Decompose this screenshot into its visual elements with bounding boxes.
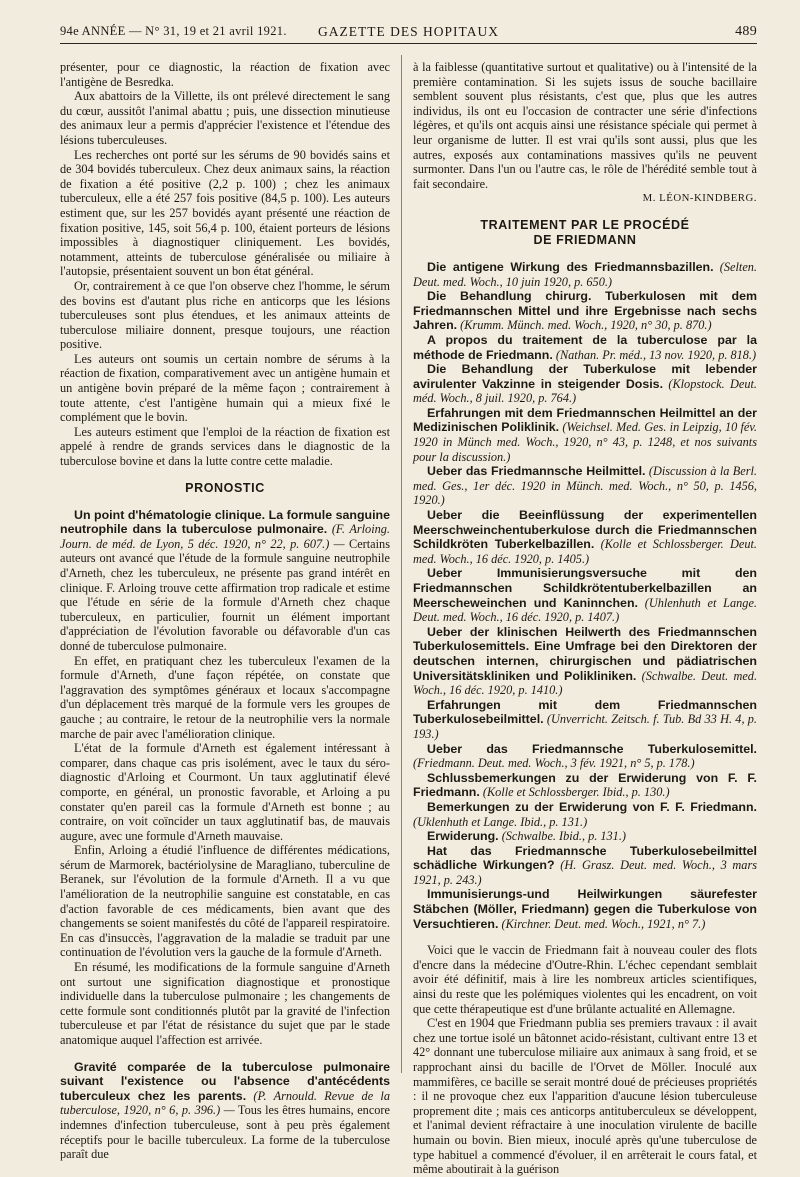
reference-citation: (Discussion à la Berl. med. Ges., 1er déc. 1920 in Münch. med. Woch., n° 50, p. 1456, 1920.) xyxy=(413,464,757,508)
paragraph: Les auteurs estiment que l'emploi de la réaction de fixation est appelé à rendre de grands services dans le diagnostic de la tuberculose bovine et dans la lutte contre cette maladie. xyxy=(60,424,390,469)
reference-title: A propos du traitement de la tuberculose par la méthode de Friedmann. xyxy=(413,332,757,362)
paragraph: En résumé, les modifications de la formule sanguine d'Arneth ont surtout une signification diagnostique et pronostique individuelle dans la tuberculose pulmonaire ; les changements de cette formule sont conditionnés plutôt par la gravité de l'infection tuberculeuse et par l'état de résistance du sujet que par le stade anatomique auquel l'affection est arrivée. xyxy=(60,960,390,1047)
reference-citation: (Kirchner. Deut. med. Woch., 1921, n° 7.) xyxy=(501,916,706,931)
reference-title: Die Behandlung chirurg. Tuberkulosen mit dem Friedmannschen Mittel und ihre Ergebnisse nach sechs Jahren. xyxy=(413,289,757,333)
reference-citation: (Nathan. Pr. méd., 13 nov. 1920, p. 818.) xyxy=(555,347,757,362)
reference-title: Erfahrungen mit dem Friedmannschen Tuberkulosebeilmittel. xyxy=(413,697,757,727)
spacer xyxy=(413,931,757,943)
article-arloing xyxy=(60,508,390,654)
article-citation: (F. Arloing. Journ. de méd. de Lyon, 5 déc. 1920, n° 22, p. 607.) — xyxy=(60,522,390,551)
reference-title: Ueber das Friedmannsche Heilmittel. xyxy=(427,464,646,479)
reference-title: Immunisierungs-und Heilwirkungen säurefester Stäbchen (Möller, Friedmann) gegen die Tuberkulose von Versuchtieren. xyxy=(413,887,757,931)
journal-title: GAZETTE DES HOPITAUX xyxy=(318,24,499,39)
reference-citation: (Uhlenhuth et Lange. Deut. med. Woch., 16 déc. 1920, p. 1407.) xyxy=(413,595,757,625)
reference-title: Ueber der klinischen Heilwerth des Friedmannschen Tuberkulosemittels. Eine Umfrage bei den Direktoren der deutschen internen, chirurgischen und pädiatrischen Universitätskliniken und Polikliniken. xyxy=(413,624,757,683)
article-text: Certains auteurs ont avancé que l'étude de la formule sanguine neutrophile d'Arneth, chez les tuberculeux, ne présente pas grand intérêt en clinique. F. Arloing trouve cette affirmation trop radicale et estime que l'étude en série de la formule d'Arneth chez chaque tuberculeux, en particulier, fournit un élément important d'appréciation de l'évolution favorable ou défavorable d'un cas donné de tuberculose pulmonaire. xyxy=(60,536,390,653)
paragraph: L'état de la formule d'Arneth est également intéressant à comparer, dans chaque cas pris isolément, avec le taux du séro-diagnostic d'Arloing et Courmont. Un taux agglutinatif élevé comporte, en général, un pronostic favorable, et Arloing a pu constater qu'en pareil cas la formule d'Arneth est bonne ; au contraire, on voit coïncider un taux agglutinatif bas, de mauvais augure, avec une formule d'Arneth mauvaise. xyxy=(60,741,390,843)
page-header xyxy=(60,20,757,42)
reference-citation: (Klopstock. Deut. méd. Woch., 8 juil. 1920, p. 764.) xyxy=(413,376,757,406)
reference-title: Die antigene Wirkung des Friedmannsbazillen. xyxy=(427,259,714,274)
paragraph: présenter, pour ce diagnostic, la réaction de fixation avec l'antigène de Besredka. xyxy=(60,60,390,89)
section-heading-friedmann xyxy=(413,218,757,248)
right-column xyxy=(413,60,758,1177)
page-number: 489 xyxy=(735,24,757,39)
reference-title: Die Behandlung der Tuberkulose mit lebender avirulenter Vakzinne in steigender Dosis. xyxy=(413,362,757,391)
paragraph: Voici que le vaccin de Friedmann fait à nouveau couler des flots d'encre dans la médecine d'Outre-Rhin. L'échec cependant semblait avoir été définitif, mais à lire les nombreux articles scientifiques, ainsi du reste que les polémiques violentes qui les encadrent, on voit que cette thérapeutique est d'une brûlante actualité en Allemagne. xyxy=(413,943,757,1016)
reference-citation: (H. Grasz. Deut. med. Woch., 3 mars 1921, p. 243.) xyxy=(413,858,758,887)
paragraph: à la faiblesse (quantitative surtout et qualitative) ou à l'intensité de la première contamination. Si les sujets issus de souche bacillaire semblent souvent plus résistants, c'est que, plus que les autres individus, ils ont eu l'occasion de contracter une série d'infections légères, et qu'ils ont acquis ainsi une résistance spéciale qui permet à leur organisme de lutter. Il est vrai qu'ils sont aussi, plus que les autres, exposés aux contaminations massives qu'ils ne peuvent surmonter. Dans l'un ou l'autre cas, le rôle de l'hérédité semble tout à fait secondaire. xyxy=(413,60,757,191)
reference-title: Hat das Friedmannsche Tuberkulosebeilmittel schädliche Wirkungen? xyxy=(413,843,757,873)
paragraph: En effet, en pratiquant chez les tuberculeux l'examen de la formule d'Arneth, d'une façon répétée, on constate que l'aggravation des symptômes généraux et locaux s'accompagne d'un déplacement très marqué de la formule vers les groupes de gauche ; au contraire, le retour de la neutrophilie vers la normale marche de pair avec l'amélioration clinique. xyxy=(60,653,390,741)
article-arnould xyxy=(60,1060,390,1162)
reference-citation: (Weichsel. Med. Ges. in Leipzig, 10 fév. 1920 in Münch med. Woch., 1920, n° 43, p. 1248, et nos suivants pour la discussion.) xyxy=(413,420,758,464)
paragraph: Les auteurs ont soumis un certain nombre de sérums à la réaction de fixation, comparativement avec un antigène humain et un antigène bovin préparé de la même façon ; contrairement à toute attente, c'est l'antigène humain qui a mieux fixé le complément que le bovin. xyxy=(60,351,390,425)
reference-citation: (Krumm. Münch. med. Woch., 1920, n° 30, p. 870.) xyxy=(460,318,712,333)
header-rule xyxy=(60,43,757,44)
article-title: Gravité comparée de la tuberculose pulmonaire suivant l'existence ou l'absence d'antécédents tuberculeux chez les parents. xyxy=(60,1059,390,1103)
article-text: Tous les êtres humains, encore indemnes d'infection tuberculeuse, sont à peu près également réceptifs pour le bacille tuberculeux. La forme de la tuberculose paraît due xyxy=(60,1103,390,1162)
reference-entry xyxy=(413,800,757,829)
reference-entry xyxy=(413,698,757,742)
section-heading-pronostic: PRONOSTIC xyxy=(185,480,265,495)
reference-entry xyxy=(413,406,757,464)
paragraph: Enfin, Arloing a étudié l'influence de différentes médications, sérum de Marmorek, bactériolysine de Maragliano, tuberculine de Beranek, sur l'évolution de la formule d'Arneth. Il a vu que l'amélioration de la neutrophilie sanguine est constatable, en cas d'action favorable de ces médicaments, bien avant que des changements se soient manifestés du côté de l'appareil respiratoire. En cas d'insuccès, l'aggravation de la maladie se traduit par une continuation de l'évolution vers la gauche de la formule d'Arneth. xyxy=(60,843,390,960)
reference-entry xyxy=(413,333,757,362)
issue-info: 94e ANNÉE — N° 31, 19 et 21 avril 1921. xyxy=(60,24,287,38)
reference-title: Erwiderung. xyxy=(427,829,499,844)
reference-citation: (Kolle et Schlossberger. Ibid., p. 130.) xyxy=(482,785,670,800)
reference-entry xyxy=(413,566,757,624)
reference-citation: (Uklenhuth et Lange. Ibid., p. 131.) xyxy=(413,814,588,829)
paragraph: Or, contrairement à ce que l'on observe chez l'homme, le sérum des bovins est d'autant plus riche en anticorps que les lésions tuberculeuses sont plus étendues, et les animaux atteints de tuberculose miliaire donnent, presque toujours, une réaction positive. xyxy=(60,278,390,352)
reference-entry xyxy=(413,829,757,844)
reference-entry xyxy=(413,260,757,289)
reference-entry xyxy=(413,742,757,771)
reference-title: Schlussbemerkungen zu der Erwiderung von F. F. Friedmann. xyxy=(413,770,757,800)
reference-citation: (Friedmann. Deut. med. Woch., 3 fév. 1921, n° 5, p. 178.) xyxy=(413,756,695,771)
paragraph: Les recherches ont porté sur les sérums de 90 bovidés sains et de 304 bovidés tuberculeux. Chez deux animaux sains, la réaction de fixation a été positive (2,2 p. 100) ; chez les animaux tuberculeux, elle a été 257 fois positive (84,5 p. 100). Les auteurs estiment que, sur les 257 bovidés ayant présenté une réaction de fixation positive, 145, soit 56,4 p. 100, étaient porteurs de lésions impossibles à diagnostiquer cliniquement. Les bovidés, notamment, atteints de tuberculose généralisée ou miliaire à l'autopsie, présentaient souvent un bon état général. xyxy=(60,147,390,279)
article-title: Un point d'hématologie clinique. La formule sanguine neutrophile dans la tuberculose pulmonaire. xyxy=(60,507,390,537)
reference-title: Erfahrungen mit dem Friedmannschen Heilmittel an der Medizinischen Poliklinik. xyxy=(413,405,757,435)
reference-title: Ueber die Beeinflüssung der experimentellen Meerschweinchentuberkulose durch die Friedmannschen Schildkröten Tuberkelbazillen. xyxy=(413,508,757,552)
reference-title: Bemerkungen zu der Erwiderung von F. F. Friedmann. xyxy=(427,799,757,814)
section-heading-line: TRAITEMENT PAR LE PROCÉDÉ xyxy=(480,217,690,232)
reference-entry xyxy=(413,362,757,406)
reference-entry xyxy=(413,289,757,333)
reference-entry xyxy=(413,771,757,800)
reference-citation: (Schwalbe. Ibid., p. 131.) xyxy=(501,829,627,844)
reference-citation: (Kolle et Schlossberger. Deut. med. Woch., 16 déc. 1920, p. 1405.) xyxy=(413,537,757,566)
paragraph: C'est en 1904 que Friedmann publia ses premiers travaux : il avait chez une tortue isolé un bâtonnet acido-résistant, cultivant entre 13 et 42° donnant une tuberculose miliaire aux animaux à sang froid, et se rapprochant ainsi du bacille de l'Orvet de Möller. Inoculé aux mammifères, ce bacille se serait montré doué de précieuses propriétés : il ne provoque chez eux l'apparition d'aucune lésion tuberculeuse proprement dite ; mais ces anticorps antituberculeux se développent, et l'animal devient réfractaire à une inoculation virulente de bacille humain ou bovin. Bien mieux, inoculé après qu'une tuberculose de type habituel a commencé d'évoluer, il en arrêterait le cours fatal, et même aboutirait à la guérison xyxy=(413,1016,757,1177)
reference-entry xyxy=(413,844,757,888)
reference-title: Ueber das Friedmannsche Tuberkulosemittel. xyxy=(427,741,757,756)
reference-citation: (Schwalbe. Deut. med. Woch., 16 déc. 1920, p. 1410.) xyxy=(413,668,758,698)
reference-entry xyxy=(413,625,757,698)
section-heading-line: DE FRIEDMANN xyxy=(533,232,637,247)
article-citation: (P. Arnould. Revue de la tuberculose, 1920, n° 6, p. 396.) — xyxy=(60,1088,390,1118)
spacer xyxy=(60,1048,390,1060)
reference-citation: (Unverricht. Zeitsch. f. Tub. Bd 33 H. 4, p. 193.) xyxy=(413,712,757,741)
reference-title: Ueber Immunisierungsversuche mit den Friedmannschen Schildkrötentuberkelbazillen an Meerscheweinchen und Kaninnchen. xyxy=(413,566,757,610)
reference-citation: (Selten. Deut. med. Woch., 10 juin 1920, p. 650.) xyxy=(413,259,757,289)
paragraph: Aux abattoirs de la Villette, ils ont prélevé directement le sang du cœur, aussitôt l'animal abattu ; puis, une dissection minutieuse des animaux leur a permis d'apprécier l'existence et l'étendue des lésions tuberculeuses. xyxy=(60,89,390,147)
left-column xyxy=(60,60,390,1162)
reference-entry xyxy=(413,887,757,931)
column-divider xyxy=(401,55,402,1073)
reference-entry xyxy=(413,508,757,566)
author-signature: M. LÉON-KINDBERG. xyxy=(642,192,757,205)
reference-entry xyxy=(413,464,757,508)
